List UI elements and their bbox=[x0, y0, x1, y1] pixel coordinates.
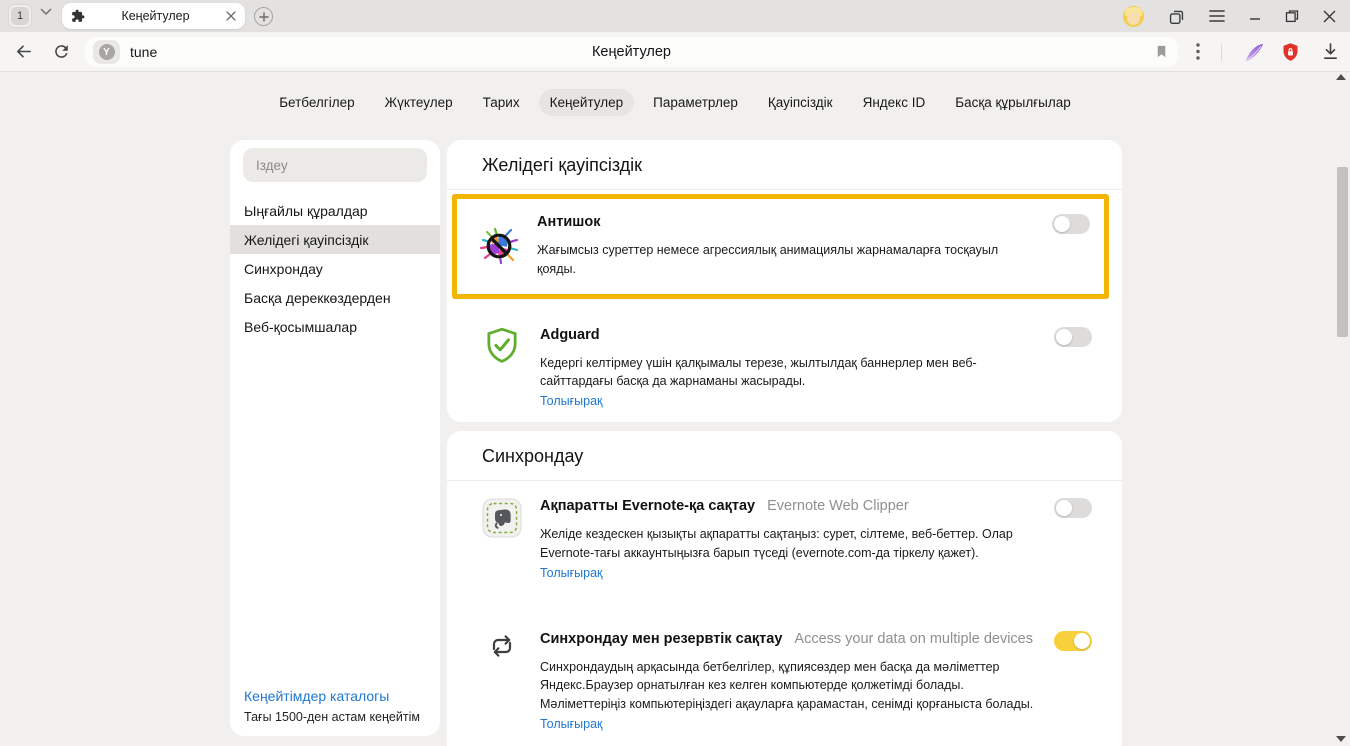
toolbar bbox=[0, 32, 1350, 72]
protect-shield-icon[interactable] bbox=[1280, 41, 1301, 63]
settings-page bbox=[0, 72, 1350, 746]
extension-subtitle: Evernote Web Clipper bbox=[767, 498, 909, 514]
tab-title: Кеңейтулер bbox=[121, 9, 190, 23]
minimize-icon[interactable] bbox=[1249, 10, 1261, 22]
downloads-icon[interactable] bbox=[1321, 42, 1340, 61]
site-icon[interactable]: Y bbox=[93, 40, 120, 64]
extension-name: Adguard bbox=[540, 326, 600, 343]
section-title: Синхрондау bbox=[482, 446, 584, 466]
antishock-highlight-frame bbox=[452, 194, 1109, 299]
scrollbar-up-arrow[interactable] bbox=[1336, 74, 1346, 80]
extension-row-sync-backup bbox=[447, 582, 1122, 733]
extension-row-evernote bbox=[447, 481, 1122, 582]
restore-window-icon[interactable] bbox=[1285, 9, 1299, 23]
toolbar-divider bbox=[1221, 44, 1222, 61]
page-title: Кеңейтулер bbox=[591, 44, 671, 60]
extension-description: Желіде кездескен қызықты ақпаратты сақтаңыз: сурет, сілтеме, веб-беттер. Олар Evernote-тағы аккаунтыңызға барып түседі (evernote.com-да тіркелу қажет). bbox=[540, 527, 1013, 560]
evernote-icon bbox=[480, 498, 524, 538]
new-tab-button[interactable] bbox=[254, 7, 273, 26]
nav-tab-bookmarks[interactable]: Бетбелгілер bbox=[279, 95, 355, 110]
reload-icon[interactable] bbox=[52, 42, 71, 61]
scrollbar-down-arrow[interactable] bbox=[1336, 736, 1346, 742]
more-options-icon[interactable] bbox=[1196, 43, 1200, 60]
nav-tab-settings[interactable]: Параметрлер bbox=[653, 95, 738, 110]
nav-tab-downloads[interactable]: Жүктеулер bbox=[384, 95, 453, 110]
adguard-toggle[interactable] bbox=[1054, 327, 1092, 347]
sidebar bbox=[230, 140, 440, 736]
section-divider bbox=[447, 189, 1122, 190]
extension-row-antishock bbox=[457, 199, 1104, 294]
sync-backup-toggle[interactable] bbox=[1054, 631, 1092, 651]
more-link[interactable]: Толығырақ bbox=[540, 394, 603, 408]
nav-tab-extensions[interactable]: Кеңейтулер bbox=[539, 89, 635, 116]
extension-subtitle: Access your data on multiple devices bbox=[794, 630, 1033, 647]
extensions-list bbox=[447, 140, 1122, 746]
sync-icon bbox=[480, 631, 524, 661]
extension-description: Кедергі келтірмеу үшін қалқымалы терезе, жылтылдақ баннерлер мен веб-сайттардағы басқа да жарнаманы жасырады. bbox=[540, 355, 977, 389]
section-network-security bbox=[447, 140, 1122, 422]
extension-name: Синхрондау мен резервтік сақтау bbox=[540, 630, 783, 647]
sidebar-item-web-apps[interactable]: Веб-қосымшалар bbox=[244, 318, 358, 335]
tab-count: 1 bbox=[11, 7, 29, 25]
adguard-icon bbox=[480, 327, 524, 365]
nav-tab-other-devices[interactable]: Басқа құрылғылар bbox=[955, 95, 1071, 110]
section-title: Желідегі қауіпсіздік bbox=[482, 155, 643, 175]
puzzle-icon bbox=[71, 9, 85, 23]
section-sync bbox=[447, 431, 1122, 746]
extension-name: Ақпаратты Evernote-қа сақтау bbox=[540, 498, 756, 514]
nav-tab-yandex-id[interactable]: Яндекс ID bbox=[862, 95, 926, 110]
evernote-toggle[interactable] bbox=[1054, 498, 1092, 518]
back-icon[interactable] bbox=[14, 42, 33, 61]
tab-strip bbox=[0, 0, 1350, 32]
close-window-icon[interactable] bbox=[1323, 10, 1336, 23]
sidebar-item-other-sources[interactable]: Басқа дереккөздерден bbox=[244, 289, 391, 306]
extensions-catalog-note: Тағы 1500-ден астам кеңейтім bbox=[244, 710, 420, 724]
tab-close-icon[interactable] bbox=[226, 11, 236, 21]
profile-avatar[interactable] bbox=[1123, 6, 1144, 27]
feather-icon[interactable] bbox=[1242, 41, 1267, 64]
browser-tab[interactable] bbox=[62, 3, 245, 29]
tab-list-chevron-icon[interactable] bbox=[40, 8, 52, 16]
url-text: tune bbox=[130, 44, 158, 60]
bookmark-icon[interactable] bbox=[1154, 43, 1169, 60]
extension-description: Жағымсыз суреттер немесе агрессиялық анимациялы жарнамаларға тосқауыл қояды. bbox=[537, 243, 999, 276]
menu-icon[interactable] bbox=[1209, 10, 1225, 22]
more-link[interactable]: Толығырақ bbox=[540, 716, 603, 731]
nav-tab-history[interactable]: Тарих bbox=[482, 95, 520, 110]
more-link[interactable]: Толығырақ bbox=[540, 565, 603, 580]
address-bar[interactable] bbox=[85, 37, 1178, 67]
antishock-toggle[interactable] bbox=[1052, 214, 1090, 234]
sidebar-item-sync[interactable]: Синхрондау bbox=[244, 260, 323, 277]
extension-row-adguard bbox=[447, 299, 1122, 411]
search-input[interactable] bbox=[243, 148, 427, 182]
nav-tab-security[interactable]: Қауіпсіздік bbox=[767, 95, 833, 110]
scrollbar-thumb[interactable] bbox=[1337, 167, 1348, 337]
extension-name: Антишок bbox=[537, 214, 601, 230]
extension-description: Синхрондаудың арқасында бетбелгілер, құпиясөздер мен басқа да мәліметтер Яндекс.Браузер орнатылған кез келген компьютерде қолжетімді болады. Мәліметтеріңіз компьютеріңіздегі ақауларға қарамастан, сенімді қорғаныста болады. bbox=[540, 659, 1034, 711]
tab-counter-button[interactable] bbox=[8, 4, 32, 28]
settings-nav bbox=[0, 72, 1350, 116]
extensions-catalog-link[interactable]: Кеңейтімдер каталогы bbox=[244, 688, 390, 704]
sidebar-item-network-security[interactable]: Желідегі қауіпсіздік bbox=[230, 225, 440, 254]
antishock-icon bbox=[477, 224, 521, 268]
tab-groups-icon[interactable] bbox=[1168, 8, 1185, 25]
sidebar-item-handy-tools[interactable]: Ыңғайлы құралдар bbox=[244, 202, 368, 219]
